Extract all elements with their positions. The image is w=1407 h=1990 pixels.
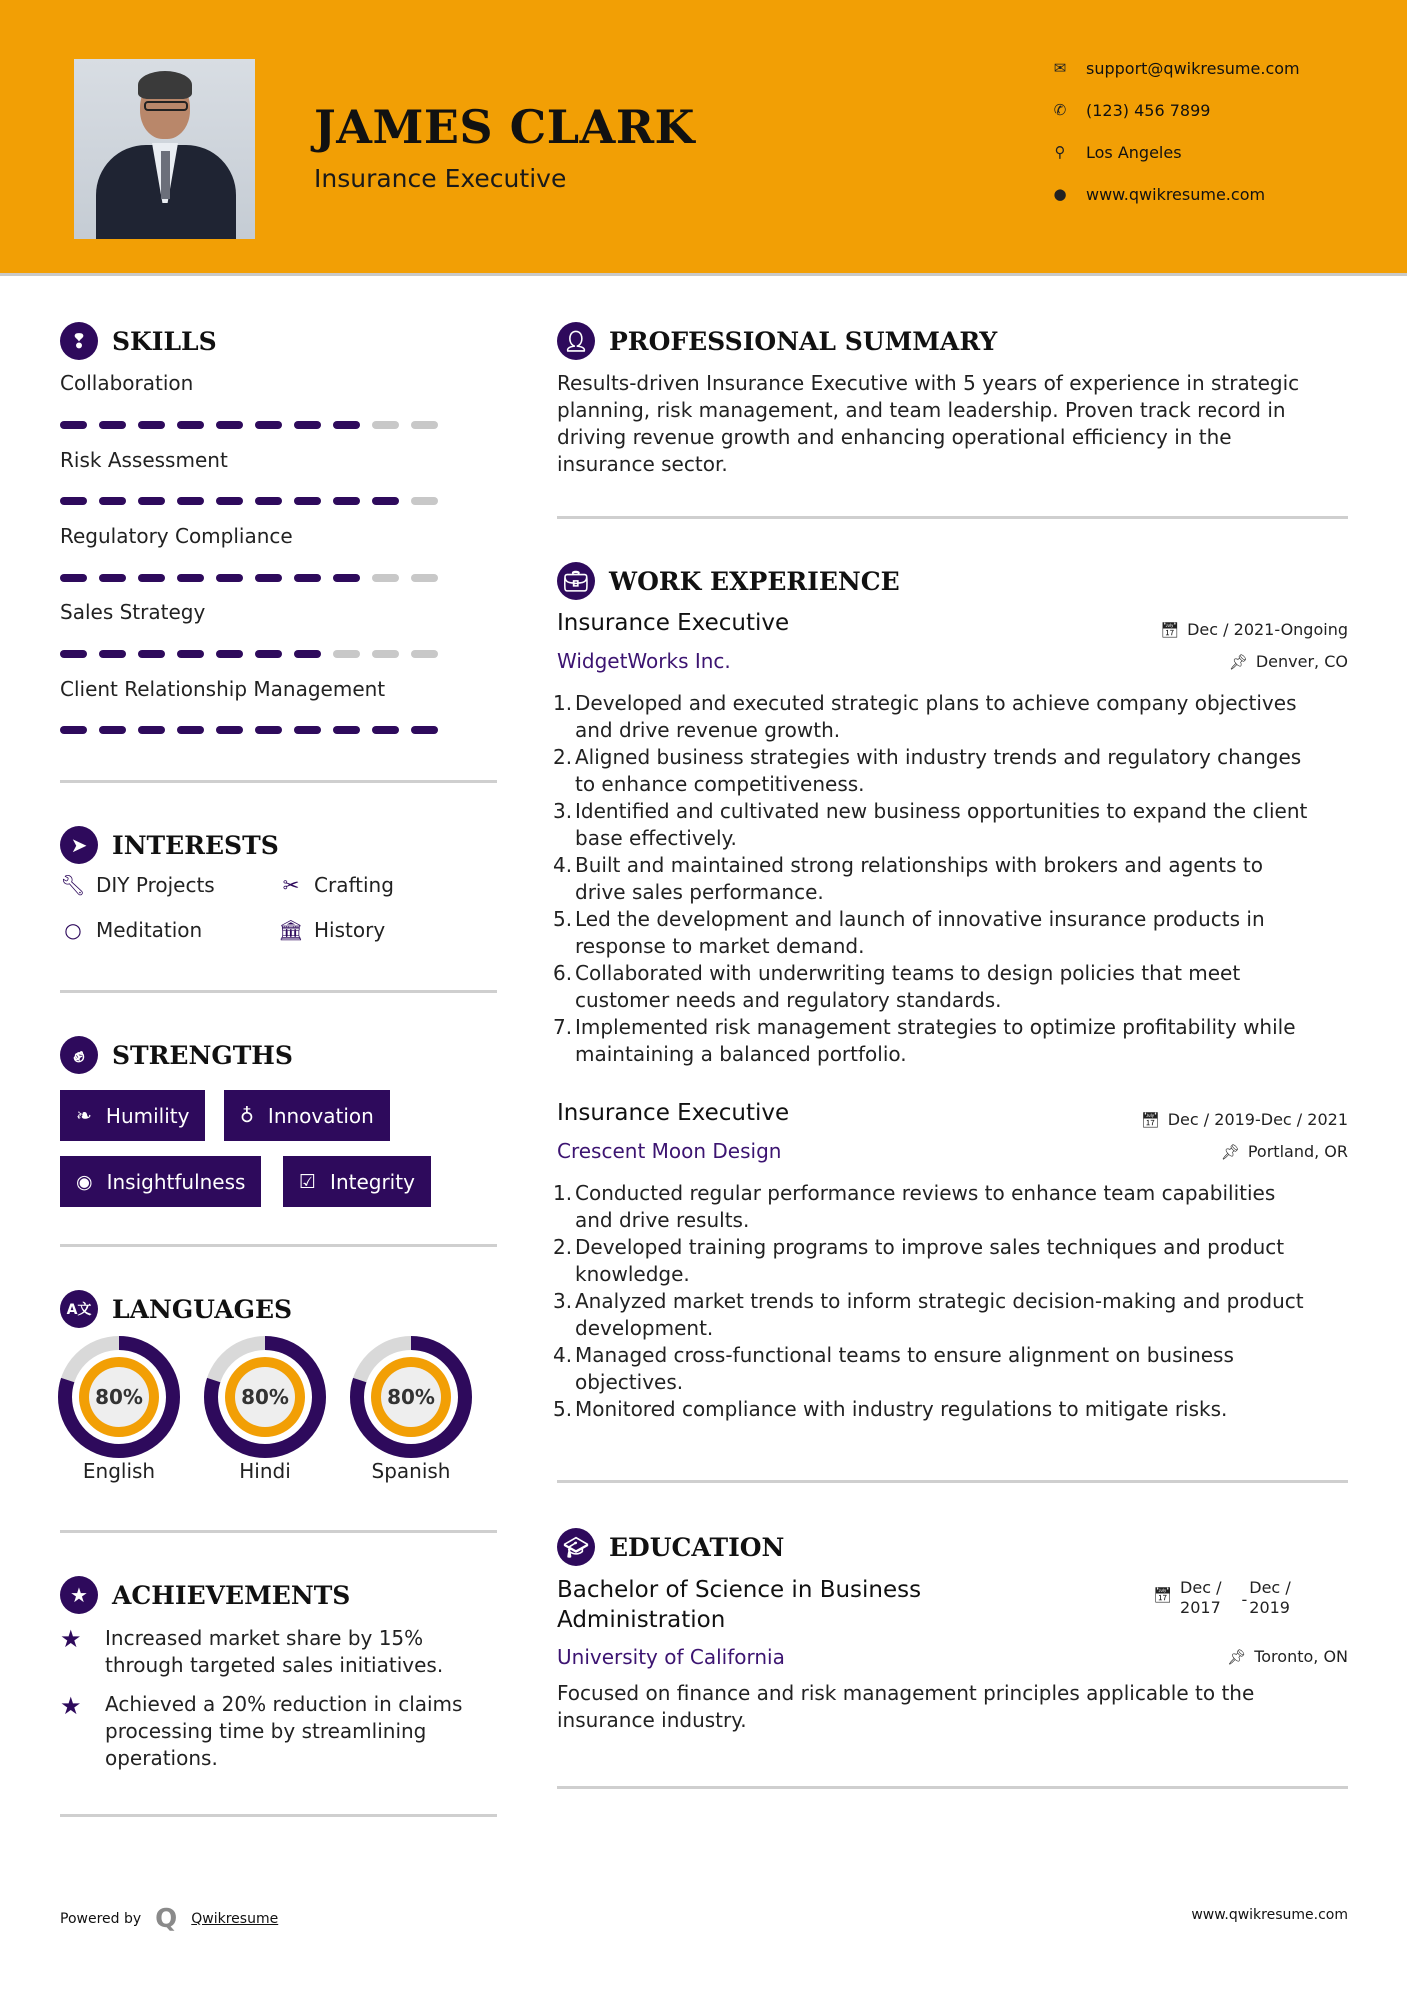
education-school: University of California [557,1645,785,1669]
duty-item [553,744,1357,798]
job-company: Crescent Moon Design [557,1139,782,1163]
skill-dot [411,574,438,582]
language-label: Hindi [239,1459,291,1483]
star-icon: ★ [60,1692,82,1720]
duty-number: 3. [553,799,573,823]
star-icon: ★ [60,1625,82,1653]
skill-dot [177,574,204,582]
skill-dot [411,650,438,658]
skill-level-bar [60,650,438,658]
duty-line: Analyzed market trends to inform strategic decision-making and product [575,1289,1304,1313]
interest-item: 🔧︎ DIY Projects [60,873,215,897]
duty-number: 6. [553,961,573,985]
brand-link[interactable]: Qwikresume [191,1911,279,1927]
skill-dot [255,650,282,658]
bank-icon: 🏛︎ [278,918,304,942]
skill-dot [372,726,399,734]
skill-dot [60,497,87,505]
duty-line: response to market demand. [575,934,865,958]
skill-dot [99,497,126,505]
candidate-name: JAMES CLARK [314,100,696,154]
skill-dot [216,574,243,582]
duty-line: Developed and executed strategic plans to achieve company objectives [575,691,1297,715]
language-ring [350,1336,472,1458]
contact-email[interactable] [1050,58,1300,78]
resume-header [0,0,1407,276]
section-divider [557,1480,1348,1483]
duty-line: Managed cross-functional teams to ensure alignment on business [575,1343,1234,1367]
skill-dot [294,421,321,429]
job-title: Insurance Executive [557,610,790,636]
skill-dot [333,650,360,658]
duty-number: 5. [553,907,573,931]
strengths-heading: ✊︎ STRENGTHS [60,1036,293,1074]
duty-item [553,690,1357,744]
section-divider [60,990,497,993]
calendar-icon: 📅︎ [1140,1110,1160,1129]
duty-line: customer needs and regulatory standards. [575,988,1002,1012]
skill-dot [216,726,243,734]
skill-dot [99,421,126,429]
skill-dot [60,650,87,658]
duty-line: to enhance competitiveness. [575,772,865,796]
skill-level-bar [60,726,438,734]
languages-heading: A文 LANGUAGES [60,1290,292,1328]
skills-heading: ❢ SKILLS [60,322,217,360]
language-percent: 80% [387,1385,435,1409]
skill-level-bar [60,421,438,429]
achievement-item: Increased market share by 15% through targeted sales initiatives. [105,1626,444,1677]
skill-dot [99,650,126,658]
duty-number: 5. [553,1397,573,1421]
degree-title: Bachelor of Science in Business Administration [557,1577,922,1633]
duty-item [553,1234,1357,1288]
skill-dot [294,574,321,582]
duty-line: Conducted regular performance reviews to enhance team capabilities [575,1181,1276,1205]
education-heading: 🎓︎ EDUCATION [557,1528,784,1566]
duty-line: Built and maintained strong relationships with brokers and agents to [575,853,1263,877]
contact-email-text: support@qwikresume.com [1086,58,1300,78]
skill-dot [411,497,438,505]
duty-line: knowledge. [575,1262,690,1286]
duty-number: 3. [553,1289,573,1313]
duty-number: 4. [553,853,573,877]
skill-dot [255,497,282,505]
duty-item [553,960,1357,1014]
duty-line: Implemented risk management strategies to optimize profitability while [575,1015,1296,1039]
duty-item [553,1396,1357,1423]
skill-dot [333,726,360,734]
scissors-icon: ✂ [282,873,300,897]
duty-line: Developed training programs to improve sales techniques and product [575,1235,1285,1259]
duty-number: 2. [553,745,573,769]
skill-dot [255,421,282,429]
skill-dot [411,726,438,734]
contact-website-text: www.qwikresume.com [1086,184,1266,204]
duty-item [553,1342,1357,1396]
skill-label: Risk Assessment [60,448,228,472]
skill-dot [216,650,243,658]
skill-dot [255,726,282,734]
skill-dot [99,726,126,734]
skill-dot [411,421,438,429]
language-label: English [82,1459,156,1483]
user-icon: 👤︎ [557,322,595,360]
skill-dot [294,726,321,734]
job-location: 📌︎ Denver, CO [1228,652,1348,671]
map-marker-icon: ⚲ [1054,143,1066,161]
summary-heading: 👤︎ PROFESSIONAL SUMMARY [557,322,997,360]
language-ring [58,1336,180,1458]
star-badge-icon: ★ [60,1576,98,1614]
language-icon: A文 [60,1290,98,1328]
strength-tag: ♁ Innovation [224,1090,390,1141]
skill-dot [138,421,165,429]
footer-site-link[interactable]: www.qwikresume.com [1191,1907,1348,1923]
strength-tag: ◉ Insightfulness [60,1156,261,1207]
contact-location [1050,142,1182,162]
duty-line: maintaining a balanced portfolio. [575,1042,907,1066]
lightbulb-icon: ❢ [60,322,98,360]
section-divider [557,516,1348,519]
job-dates: 📅︎ Dec / 2019-Dec / 2021 [1140,1110,1348,1129]
pin-icon: 📌︎ [1228,652,1248,671]
duty-line: drive sales performance. [575,880,824,904]
duty-item [553,852,1357,906]
skill-dot [177,650,204,658]
duty-item [553,906,1357,960]
pin-icon: 📌︎ [1227,1647,1247,1666]
skill-dot [177,421,204,429]
skill-label: Sales Strategy [60,600,206,624]
duty-line: Monitored compliance with industry regulations to mitigate risks. [575,1397,1228,1421]
interest-item: 🏛︎ History [278,918,386,942]
interest-item: ✂ Crafting [278,873,394,897]
duty-line: and drive revenue growth. [575,718,841,742]
skill-label: Regulatory Compliance [60,524,293,548]
skill-dot [60,421,87,429]
skill-dot [138,650,165,658]
duty-line: Aligned business strategies with industry trends and regulatory changes [575,745,1302,769]
job-location: 📌︎ Portland, OR [1220,1142,1348,1161]
skill-dot [333,574,360,582]
skill-dot [216,497,243,505]
skill-level-bar [60,574,438,582]
duty-item [553,1014,1357,1068]
duty-item [553,1288,1357,1342]
wrench-icon: 🔧︎ [60,873,86,897]
skill-dot [216,421,243,429]
contact-phone-text: (123) 456 7899 [1086,100,1211,120]
qwikresume-logo-icon: Q [155,1904,178,1934]
skill-dot [60,574,87,582]
globe-icon: ● [1053,185,1067,203]
candidate-role: Insurance Executive [314,164,567,193]
fist-icon: ✊︎ [60,1036,98,1074]
duty-line: Collaborated with underwriting teams to design policies that meet [575,961,1241,985]
job-duties [553,690,1357,1068]
pin-icon: 📌︎ [1220,1142,1240,1161]
profile-photo [74,59,255,239]
language-label: Spanish [371,1459,451,1483]
language-ring [204,1336,326,1458]
skill-dot [255,574,282,582]
skill-dot [60,726,87,734]
skill-dot [372,497,399,505]
contact-phone[interactable] [1050,100,1210,120]
paper-plane-icon: ➤ [60,826,98,864]
duty-number: 1. [553,1181,573,1205]
job-dates: 📅︎ Dec / 2021-Ongoing [1160,620,1348,639]
interests-heading: ➤ INTERESTS [60,826,279,864]
skill-level-bar [60,497,438,505]
graduation-cap-icon: 🎓︎ [557,1528,595,1566]
skill-dot [372,421,399,429]
calendar-icon: 📅︎ [1153,1586,1173,1604]
section-divider [60,1244,497,1247]
skill-dot [372,650,399,658]
contact-website[interactable] [1050,184,1265,204]
envelope-icon: ✉ [1053,59,1067,77]
duty-line: objectives. [575,1370,684,1394]
duty-number: 2. [553,1235,573,1259]
duty-number: 7. [553,1015,573,1039]
duty-item [553,1180,1357,1234]
phone-icon: ✆ [1053,101,1067,119]
section-divider [60,1814,497,1817]
skill-dot [138,497,165,505]
education-description: Focused on finance and risk management principles applicable to the insurance industry. [557,1681,1255,1732]
education-dates: 📅︎ Dec / 2017 - Dec / 2019 [1153,1578,1291,1617]
section-divider [60,1530,497,1533]
skill-dot [99,574,126,582]
skill-label: Client Relationship Management [60,677,386,701]
leaf-icon: ❧ [76,1104,92,1127]
skill-dot [294,497,321,505]
skill-dot [333,421,360,429]
calendar-icon: 📅︎ [1160,620,1180,639]
skill-dot [177,726,204,734]
section-divider [60,780,497,783]
skill-dot [138,574,165,582]
duty-number: 4. [553,1343,573,1367]
skill-dot [138,726,165,734]
briefcase-icon: 💼︎ [557,562,595,600]
skill-dot [372,574,399,582]
duty-line: Led the development and launch of innovative insurance products in [575,907,1265,931]
achievements-heading: ★ ACHIEVEMENTS [60,1576,350,1614]
footer-powered-by: Powered by Q Qwikresume [60,1904,279,1934]
check-square-icon: ☑ [299,1170,317,1193]
duty-number: 1. [553,691,573,715]
contact-location-text: Los Angeles [1086,142,1182,162]
language-percent: 80% [95,1385,143,1409]
experience-heading: 💼︎ WORK EXPERIENCE [557,562,900,600]
summary-text: Results-driven Insurance Executive with 5 years of experience in strategic planning, risk management, and team leadership. Proven track record in driving revenue growth and enhancing operational efficiency in the insurance sector. [557,371,1300,476]
job-title: Insurance Executive [557,1100,790,1126]
duty-line: Identified and cultivated new business opportunities to expand the client [575,799,1308,823]
skill-dot [333,497,360,505]
duty-line: development. [575,1316,714,1340]
achievement-item: Achieved a 20% reduction in claims processing time by streamlining operations. [105,1692,463,1770]
section-divider [557,1786,1348,1789]
skill-dot [294,650,321,658]
strength-tag: ❧ Humility [60,1090,205,1141]
strength-tag: ☑ Integrity [283,1156,431,1207]
duty-item [553,798,1357,852]
language-percent: 80% [241,1385,289,1409]
job-company: WidgetWorks Inc. [557,649,731,673]
skill-dot [177,497,204,505]
duty-line: and drive results. [575,1208,750,1232]
job-duties [553,1180,1357,1423]
skill-label: Collaboration [60,371,194,395]
interest-item: ○ Meditation [60,918,202,942]
eye-icon: ◉ [76,1170,93,1193]
education-location: 📌︎ Toronto, ON [1227,1647,1348,1666]
duty-line: base effectively. [575,826,737,850]
circle-icon: ○ [64,918,82,942]
lightbulb-icon: ♁ [240,1104,254,1127]
